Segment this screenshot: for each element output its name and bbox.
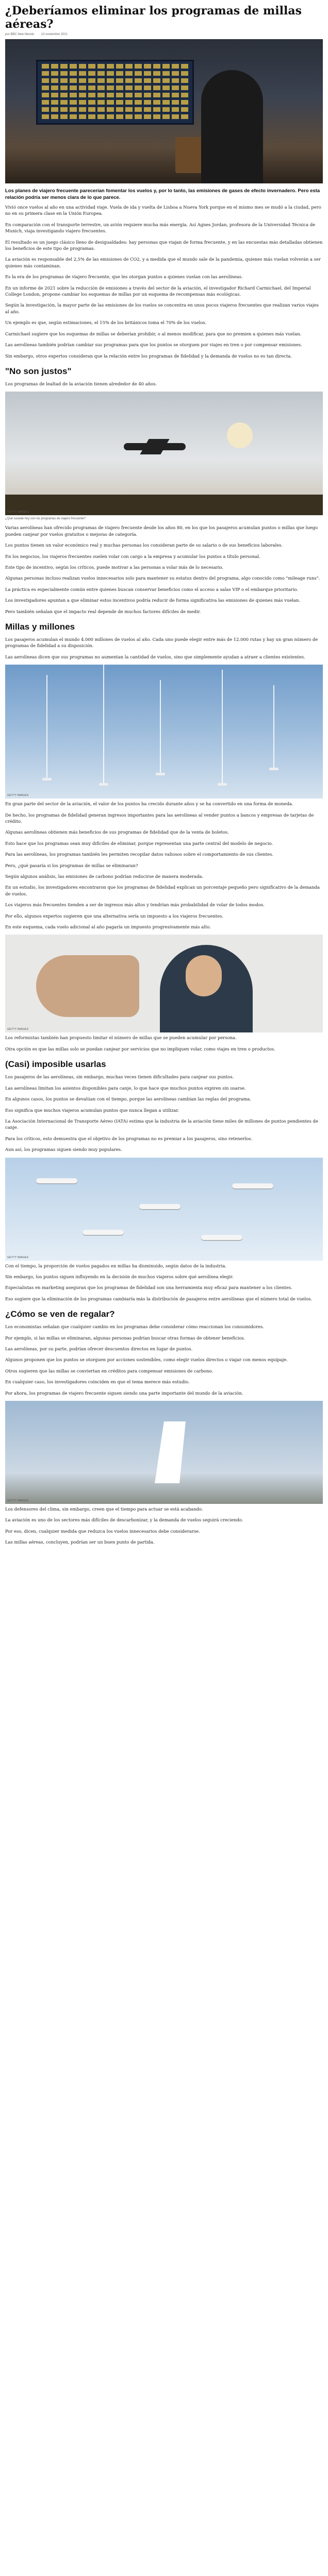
- body-section-i: [5, 1506, 323, 1546]
- date: · 13 noviembre 2021: [39, 33, 68, 36]
- subheading-no-son-justos: "No son justos": [5, 366, 72, 376]
- paragraph: Para las aerolíneas, los programas también les permiten recopilar datos valiosos sobre el comportamiento de sus clientes.: [5, 852, 274, 857]
- aircraft: [218, 783, 227, 786]
- body-section-h: [5, 1324, 323, 1396]
- paragraph: Las aerolíneas, por su parte, podrían ofrecer descuentos directos en lugar de puntos.: [5, 1346, 193, 1351]
- image-credit: GETTY IMAGES: [7, 1499, 29, 1502]
- paragraph: Las aerolíneas dicen que sus programas no aumentan la cantidad de vuelos, sino que simplemente ayudan a atraer a clientes existentes.: [5, 654, 305, 659]
- paragraph: La Asociación Internacional de Transporte Aéreo (IATA) estima que la industria de la aviación tiene miles de millones de puntos pendientes de canje.: [5, 1118, 318, 1130]
- paragraph: De hecho, los programas de fidelidad generan ingresos importantes para las aerolíneas al vender puntos a bancos y empresas de tarjetas de crédito.: [5, 812, 314, 824]
- paragraph: Aun así, los programas siguen siendo muy populares.: [5, 1147, 122, 1153]
- paragraph: La aviación es responsable del 2,5% de las emisiones de CO2, y a medida que el mundo sale de la pandemia, quienes más vuelan volverán a ser quienes más contaminan.: [5, 257, 321, 268]
- aircraft: [99, 783, 108, 786]
- paragraph: Esto hace que los programas sean muy difíciles de eliminar, porque representan una parte central del modelo de negocio.: [5, 840, 273, 846]
- paragraph: Por ejemplo, si las millas se eliminaran, algunas personas podrían buscar otras formas de obtener beneficios.: [5, 1335, 245, 1341]
- traveler-silhouette: [201, 70, 263, 183]
- paragraph: Los investigadores apuntan a que eliminar estos incentivos podría reducir de forma significativa las emisiones de quienes más vuelan.: [5, 598, 301, 603]
- figure-tail-fin: [5, 1401, 323, 1504]
- paragraph: Según algunos análisis, las emisiones de carbono podrían reducirse de manera moderada.: [5, 874, 204, 879]
- paragraph: Por eso, dicen, cualquier medida que reduzca los vuelos innecesarios debe considerarse.: [5, 1528, 200, 1534]
- paragraph: Las millas aéreas, concluyen, podrían ser un buen punto de partida.: [5, 1539, 155, 1545]
- paragraph: Sin embargo, otros expertos consideran que la relación entre los programas de fidelidad y la demanda de vuelos no es tan directa.: [5, 353, 292, 359]
- subheading-regalar: ¿Cómo se ven de regalar?: [5, 1309, 115, 1319]
- article-meta: [5, 33, 323, 36]
- paragraph: Pero también señalan que el impacto real depende de muchos factores difíciles de medir.: [5, 608, 201, 614]
- paragraph: En este esquema, cada vuelo adicional al año pagaría un impuesto progresivamente más alto.: [5, 924, 211, 930]
- aircraft: [139, 1204, 181, 1209]
- paragraph: Otra opción es que las millas solo se puedan canjear por servicios que no impliquen volar, como viajes en tren o productos.: [5, 1046, 275, 1052]
- contrail: [273, 685, 274, 768]
- aircraft: [156, 773, 165, 775]
- figure-planes-sky: [5, 1158, 323, 1261]
- author: por BBC New Mundo: [5, 33, 35, 36]
- image-credit: GETTY IMAGES: [7, 1028, 29, 1031]
- article-lead: Los planes de viajero frecuente parecerían fomentar los vuelos y, por lo tanto, las emisiones de gases de efecto invernadero. Pero esta relación podría ser menos clara de lo que parece.: [5, 188, 320, 200]
- paragraph: Otros sugieren que las millas se conviertan en créditos para compensar emisiones de carbono.: [5, 1368, 214, 1374]
- aircraft: [83, 1230, 124, 1235]
- paragraph: Vivió once vuelos al año en una actividad viaje. Vuela de ida y vuelta de Lisboa a Nueva York porque en el mismo mes se mudó a la ciudad, pero no en su primera clase en la Unión Europea.: [5, 205, 321, 216]
- paragraph: En algunos casos, los puntos se devalúan con el tiempo, porque las aerolíneas cambian las reglas del programa.: [5, 1096, 252, 1102]
- contrail: [222, 670, 223, 783]
- figure-passenger-card: [5, 935, 323, 1032]
- paragraph: Según la investigación, la mayor parte de las emisiones de los vuelos se concentra en unos pocos viajeros frecuentes que realizan varios viajes al año.: [5, 302, 319, 314]
- paragraph: Los puntos tienen un valor económico real y muchas personas los consideran parte de su salario o de sus beneficios laborales.: [5, 543, 283, 548]
- paragraph: Es la era de los programas de viajero frecuente, que les otorgan puntos a quienes vuelan con las aerolíneas.: [5, 274, 243, 280]
- paragraph: Algunas aerolíneas obtienen más beneficios de sus programas de fidelidad que de la venta de boletos.: [5, 829, 229, 835]
- paragraph: Algunas personas incluso realizan vuelos innecesarios solo para mantener su estatus dentro del programa, algo conocido como "mileage runs".: [5, 575, 320, 581]
- paragraph: En comparación con el transporte terrestre, un avión requiere mucha más energía. Así Agnes Jordan, profesora de la Universidad Técnica de Munich, viaja investigando viajero frecuentes.: [5, 222, 316, 234]
- aircraft: [232, 1183, 273, 1189]
- body-section-f: [5, 1074, 323, 1153]
- departure-board: [36, 60, 194, 125]
- paragraph: Varias aerolíneas han ofrecido programas de viajero frecuente desde los años 80, en los que los pasajeros acumulan puntos o millas que luego pueden canjear por vuelos gratuitos o mejoras de categoría.: [5, 525, 318, 537]
- aircraft: [269, 768, 278, 770]
- contrail: [46, 675, 47, 778]
- body-section-d: [5, 801, 323, 930]
- figure-plane-sunset: [5, 392, 323, 515]
- paragraph: Algunos proponen que los puntos se otorguen por acciones sostenibles, como elegir vuelos directos o viajar con menos equipaje.: [5, 1357, 288, 1363]
- image-credit: GETTY IMAGES: [7, 794, 29, 798]
- paragraph: En los negocios, los viajeros frecuentes suelen volar con cargo a la empresa y acumular los puntos a título personal.: [5, 553, 260, 559]
- paragraph: Los defensores del clima, sin embargo, creen que el tiempo para actuar se está acabando.: [5, 1506, 203, 1512]
- figure-caption: ¿Qué sucede hoy con los programas de viajero frecuente?: [5, 517, 86, 521]
- paragraph: El resultado es un juego clásico lleno de desigualdades: hay personas que viajan de forma frecuente, y en las encuestas más detalladas obtienen los beneficios de este tipo de programas.: [5, 239, 323, 251]
- paragraph: Por ello, algunos expertos sugieren que una alternativa sería un impuesto a los viajeros frecuentes.: [5, 913, 224, 919]
- paragraph: Este tipo de incentivo, según los críticos, puede motivar a las personas a volar más de lo necesario.: [5, 564, 224, 570]
- figure-contrails: [5, 665, 323, 799]
- paragraph: En cualquier caso, los investigadores coinciden en que el tema merece más estudio.: [5, 1379, 190, 1385]
- body-section-g: [5, 1263, 323, 1302]
- paragraph: Con el tiempo, la proporción de vuelos pagados en millas ha disminuido, según datos de la industria.: [5, 1263, 226, 1268]
- contrail: [160, 680, 161, 773]
- aircraft: [201, 1235, 242, 1240]
- paragraph: La práctica es especialmente común entre quienes buscan conservar beneficios como el acceso a salas VIP o el embarque prioritario.: [5, 586, 299, 592]
- paragraph: En un estudio, los investigadores encontraron que los programas de fidelidad explican un porcentaje pequeño pero significativo de la demanda de vuelos.: [5, 885, 320, 896]
- aircraft: [42, 778, 52, 781]
- paragraph: En un informe de 2021 sobre la reducción de emisiones a través del sector de la aviación, el investigador Richard Carmichael, del Imperial College London, propone cambiar los esquemas de millas por un esquema de recompensas más ecológicas.: [5, 285, 311, 297]
- paragraph: Especialistas en marketing aseguran que los programas de fidelidad son una herramienta muy eficaz para mantener a los clientes.: [5, 1285, 292, 1291]
- paragraph: Los economistas señalan que cualquier cambio en los programas debe considerar cómo reaccionan los consumidores.: [5, 1324, 264, 1330]
- body-section-c: [5, 636, 323, 660]
- paragraph: En gran parte del sector de la aviación, el valor de los puntos ha crecido durante años y se ha convertido en una forma de moneda.: [5, 801, 293, 807]
- aircraft: [36, 1178, 77, 1183]
- body-section-e: [5, 1035, 323, 1052]
- paragraph: Los pasajeros acumulan el mundo 4.000 millones de vuelos al año. Cada uno puede elegir entre más de 12.000 rutas y hay un gran número de programas de fidelidad a su disposición.: [5, 636, 318, 649]
- body-section-b: [5, 524, 323, 615]
- paragraph: Para los críticos, esto demuestra que el objetivo de los programas no es premiar a los pasajeros, sino retenerlos.: [5, 1136, 253, 1141]
- paragraph: Pero, ¿qué pasaría si los programas de millas se eliminaran?: [5, 862, 138, 868]
- paragraph: Los viajeros más frecuentes tienden a ser de ingresos más altos y tendrían más probabilidad de volar de todos modos.: [5, 902, 265, 908]
- paragraph: La aviación es uno de los sectores más difíciles de descarbonizar, y la demanda de vuelos seguirá creciendo.: [5, 1517, 243, 1523]
- paragraph: Los programas de lealtad de la aviación tienen alrededor de 40 años.: [5, 381, 157, 386]
- image-credit: GETTY IMAGES: [7, 511, 29, 514]
- image-credit: GETTY IMAGES: [7, 1256, 29, 1259]
- subheading-millas-y-millones: Millas y millones: [5, 621, 75, 632]
- paragraph: Eso significa que muchos viajeros acumulan puntos que nunca llegan a utilizar.: [5, 1107, 179, 1113]
- paragraph: Los reformistas también han propuesto limitar el número de millas que se pueden acumular por persona.: [5, 1035, 237, 1041]
- paragraph: Un ejemplo es que, según estimaciones, el 15% de los británicos toma el 70% de los vuelos.: [5, 320, 207, 326]
- paragraph: Carmichael sugiere que los esquemas de millas se deberían prohibir, o al menos modificar, para que no premien a quienes más vuelan.: [5, 331, 302, 336]
- paragraph: Las aerolíneas también podrían cambiar sus programas para que los puntos se otorguen por viajes en tren o por compensar emisiones.: [5, 342, 302, 348]
- paragraph: Los pasajeros de las aerolíneas, sin embargo, muchas veces tienen dificultades para canjear sus puntos.: [5, 1074, 234, 1080]
- subheading-casi-imposible: (Casi) imposible usarlas: [5, 1059, 106, 1070]
- hero-image: [5, 39, 323, 183]
- article-title: ¿Deberíamos eliminar los programas de millas aéreas?: [5, 4, 302, 31]
- paragraph: Sin embargo, los puntos siguen influyendo en la decisión de muchos viajeros sobre qué aerolínea elegir.: [5, 1274, 234, 1279]
- paragraph: Por ahora, los programas de viajero frecuente siguen siendo una parte importante del mundo de la aviación.: [5, 1390, 243, 1396]
- paragraph: Eso sugiere que la eliminación de los programas cambiaría más la distribución de pasajeros entre aerolíneas que el número total de vuelos.: [5, 1296, 313, 1301]
- contrail: [103, 665, 104, 783]
- body-section-a: [5, 204, 323, 359]
- paragraph: Las aerolíneas limitan los asientos disponibles para canje, lo que hace que muchos puntos expiren sin usarse.: [5, 1085, 246, 1091]
